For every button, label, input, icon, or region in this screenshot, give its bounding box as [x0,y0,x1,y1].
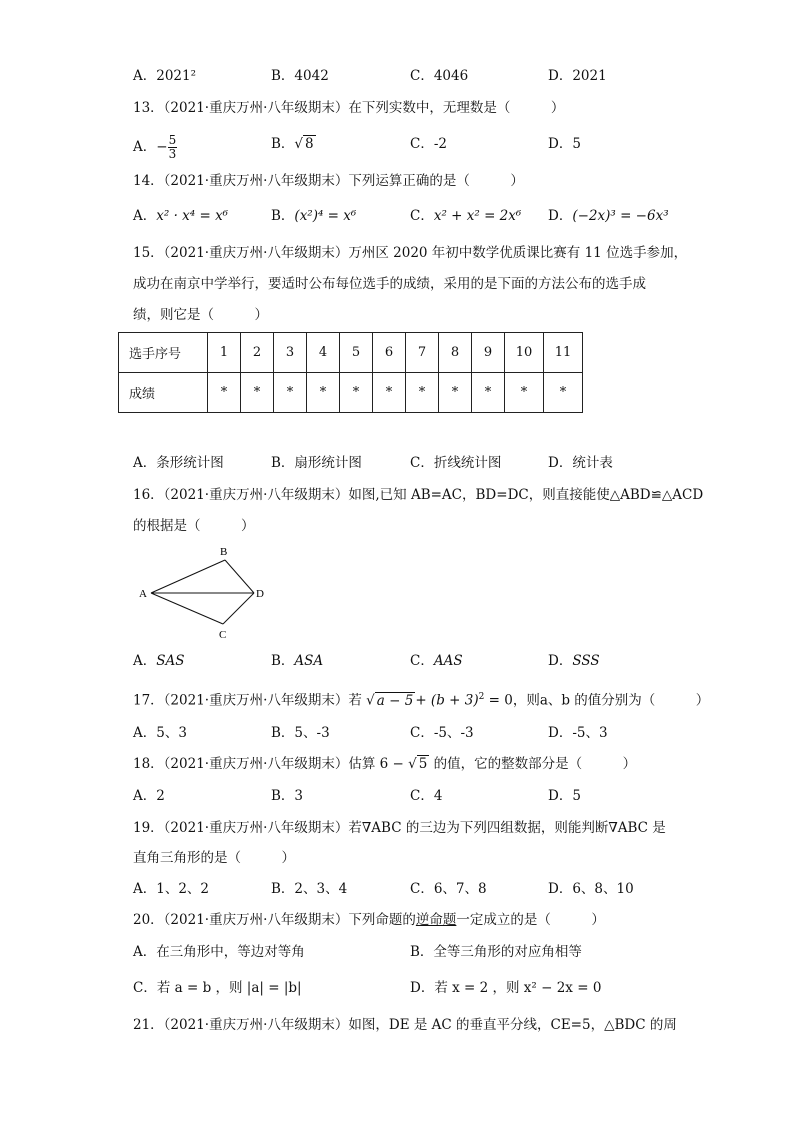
q16-kite-figure [135,540,275,645]
q19-option-c: C．6、7、8 [410,881,487,897]
q13-option-b: B．√ 8 [271,136,314,152]
segment-bd [225,560,254,593]
q16-stem-line2: 的根据是（ ） [133,518,255,534]
table-cell: * [274,373,307,413]
q18-option-c: C．4 [410,788,443,804]
q17-option-c: C．-5、-3 [410,725,474,741]
q13-option-a: A．− $\frac{5}{3}$ [133,133,177,161]
table-header-cell: 选手序号 [119,333,208,373]
label-a: A [139,588,147,600]
table-cell: * [307,373,340,413]
table-cell: 3 [274,333,307,373]
table-cell: 6 [373,333,406,373]
q16-option-d: D．SSS [548,653,600,669]
q16-option-c: C．AAS [410,653,463,669]
q15-option-d: D．统计表 [548,455,613,471]
q13-option-d: D．5 [548,136,581,152]
q18-option-b: B．3 [271,788,304,804]
q16-stem-line1: 16．（2021·重庆万州·八年级期末）如图,已知 AB=AC，BD=DC，则直接能使△ABD≌△ACD [133,487,704,503]
table-cell: 2 [241,333,274,373]
table-header-cell: 成绩 [119,373,208,413]
q16-option-a: A．SAS [133,653,185,669]
q18-stem: 18．（2021·重庆万州·八年级期末）估算 6 − √ 5 的值，它的整数部分是（ ） [133,756,637,772]
q21-stem-line1: 21．（2021·重庆万州·八年级期末）如图，DE 是 AC 的垂直平分线，CE=5，△BDC 的周 [133,1017,677,1033]
table-cell: * [472,373,505,413]
q20-stem: 20．（2021·重庆万州·八年级期末）下列命题的逆命题一定成立的是（ ） [133,912,605,928]
table-row [119,373,583,413]
q14-option-c: C．x² + x² = 2x⁶ [410,208,522,224]
q15-stem-line3: 绩，则它是（ ） [133,307,268,323]
label-d: D [256,588,264,600]
q18-option-d: D．5 [548,788,581,804]
q14-option-a: A．x² · x⁴ = x⁶ [133,208,229,224]
q12-option-c: C．4046 [410,68,469,84]
q19-option-d: D．6、8、10 [548,881,634,897]
table-cell: * [544,373,583,413]
table-cell: * [208,373,241,413]
q15-option-a: A．条形统计图 [133,455,224,471]
segment-cd [223,593,254,624]
segment-ac [151,593,223,624]
table-cell: * [340,373,373,413]
q17-option-d: D．-5、3 [548,725,608,741]
q19-stem-line2: 直角三角形的是（ ） [133,850,295,866]
q20-option-d: D．若 x = 2 ，则 x² − 2x = 0 [410,980,602,996]
table-cell: 7 [406,333,439,373]
q19-option-a: A．1、2、2 [133,881,210,897]
q15-stem-line2: 成功在南京中学举行，要适时公布每位选手的成绩，采用的是下面的方法公布的选手成 [133,276,646,292]
q15-option-c: C．折线统计图 [410,455,502,471]
table-cell: 4 [307,333,340,373]
q12-option-a: A．2021² [133,68,197,84]
q12-option-d: D．2021 [548,68,607,84]
table-row [119,333,583,373]
q16-option-b: B．ASA [271,653,324,669]
q13-stem: 13．（2021·重庆万州·八年级期末）在下列实数中，无理数是（ ） [133,100,565,116]
table-cell: * [505,373,544,413]
table-cell: * [439,373,472,413]
q19-stem-line1: 19．（2021·重庆万州·八年级期末）若∇ABC 的三边为下列四组数据，则能判断∇ABC 是 [133,820,666,836]
q15-score-table [118,332,583,413]
label-b: B [220,546,228,558]
q20-option-c: C．若 a = b ，则 |a| = |b| [133,980,302,996]
table-cell: 1 [208,333,241,373]
table-cell: * [373,373,406,413]
q20-option-b: B．全等三角形的对应角相等 [410,944,582,960]
q12-option-b: B．4042 [271,68,329,84]
q15-stem-line1: 15．（2021·重庆万州·八年级期末）万州区 2020 年初中数学优质课比赛有 11 位选手参加， [133,245,688,261]
table-cell: 9 [472,333,505,373]
table-cell: 11 [544,333,583,373]
q19-option-b: B．2、3、4 [271,881,348,897]
q17-option-b: B．5、-3 [271,725,330,741]
q13-option-c: C．-2 [410,136,447,152]
segment-ab [151,560,225,593]
table-cell: * [241,373,274,413]
q15-option-b: B．扇形统计图 [271,455,362,471]
table-cell: 5 [340,333,373,373]
q17-option-a: A．5、3 [133,725,187,741]
q18-option-a: A．2 [133,788,165,804]
label-c: C [219,629,227,641]
q14-stem: 14．（2021·重庆万州·八年级期末）下列运算正确的是（ ） [133,173,524,189]
table-cell: 10 [505,333,544,373]
q14-option-b: B．(x²)⁴ = x⁶ [271,208,357,224]
table-cell: * [406,373,439,413]
q20-option-a: A．在三角形中，等边对等角 [133,944,305,960]
q14-option-d: D．(−2x)³ = −6x³ [548,208,669,224]
q17-stem: 17．（2021·重庆万州·八年级期末）若 √ $a - 5 + (b + 3)^2 = 0$，则a、b 的值分别为（ ） [133,692,710,709]
table-cell: 8 [439,333,472,373]
